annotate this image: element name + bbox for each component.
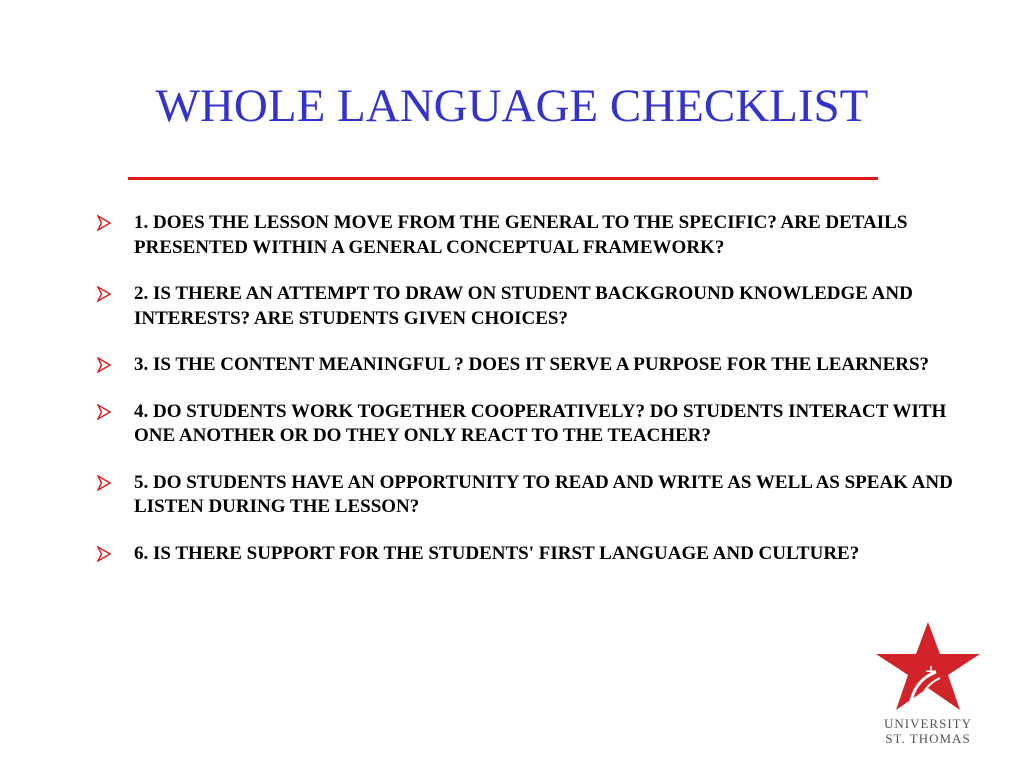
svg-text:+: + xyxy=(925,661,937,683)
arrow-bullet-icon xyxy=(97,404,111,420)
checklist-item-text: 3. IS THE CONTENT MEANINGFUL ? DOES IT SERVE A PURPOSE FOR THE LEARNERS? xyxy=(134,354,930,375)
star-icon xyxy=(874,620,982,712)
checklist-item xyxy=(97,282,957,331)
checklist-item xyxy=(97,211,957,260)
arrow-bullet-icon xyxy=(97,357,111,373)
checklist-item xyxy=(97,353,957,378)
arrow-bullet-icon xyxy=(97,475,111,491)
checklist-item xyxy=(97,400,957,449)
arrow-bullet-icon xyxy=(97,546,111,562)
title-underline xyxy=(128,177,878,180)
slide-title: WHOLE LANGUAGE CHECKLIST xyxy=(155,80,869,132)
arrow-bullet-icon xyxy=(97,215,111,231)
checklist-item xyxy=(97,542,957,567)
logo-text-university: UNIVERSITY xyxy=(884,716,972,731)
checklist-item-text: 1. DOES THE LESSON MOVE FROM THE GENERAL TO THE SPECIFIC? ARE DETAILS PRESENTED WITHIN A GENERAL CONCEPTUAL FRAMEWORK? xyxy=(134,212,908,258)
checklist xyxy=(97,211,957,588)
logo-text-st-thomas: ST. THOMAS xyxy=(885,731,971,746)
checklist-item-text: 4. DO STUDENTS WORK TOGETHER COOPERATIVELY? DO STUDENTS INTERACT WITH ONE ANOTHER OR DO THEY ONLY REACT TO THE TEACHER? xyxy=(134,400,947,446)
university-logo xyxy=(872,620,984,750)
checklist-item xyxy=(97,471,957,520)
checklist-item-text: 6. IS THERE SUPPORT FOR THE STUDENTS' FIRST LANGUAGE AND CULTURE? xyxy=(134,542,860,564)
checklist-item-text: 5. DO STUDENTS HAVE AN OPPORTUNITY TO READ AND WRITE AS WELL AS SPEAK AND LISTEN DURING THE LESSON? xyxy=(134,471,953,517)
checklist-item-text: 2. IS THERE AN ATTEMPT TO DRAW ON STUDENT BACKGROUND KNOWLEDGE AND INTERESTS? ARE STUDENTS GIVEN CHOICES? xyxy=(134,283,913,329)
arrow-bullet-icon xyxy=(97,286,111,302)
